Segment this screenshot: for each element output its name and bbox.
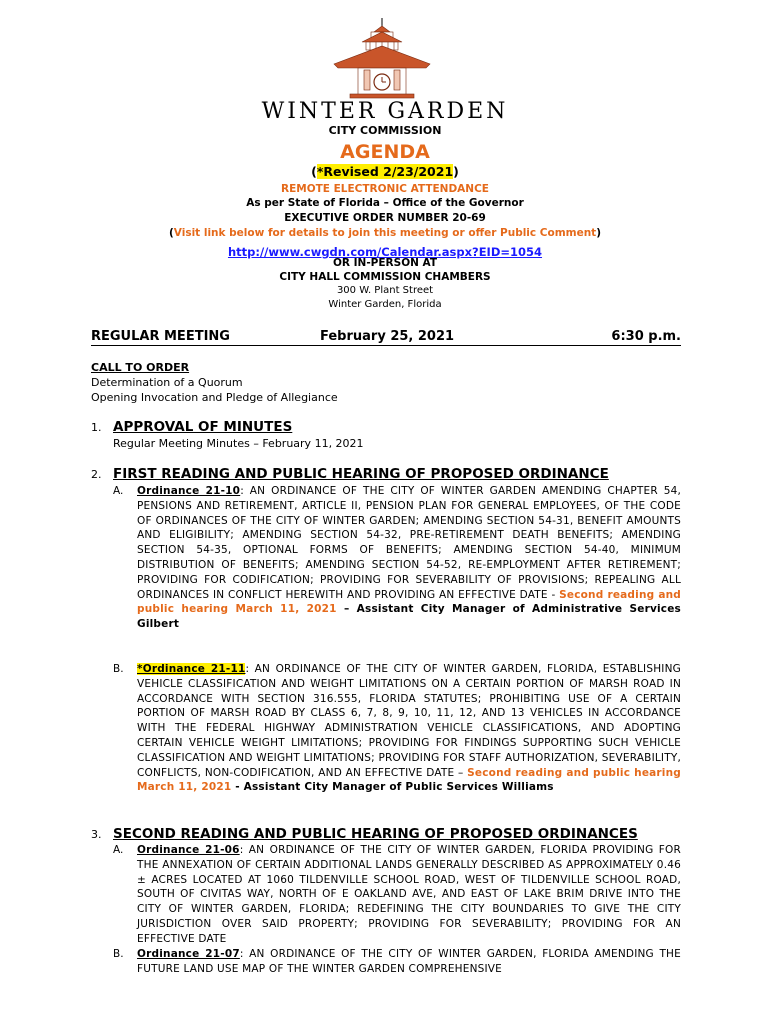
ordinance-number: Ordinance 21-06 [137, 844, 240, 856]
ordinance-number: Ordinance 21-07 [137, 948, 240, 960]
doc-title: AGENDA [340, 141, 430, 163]
per-state-line: As per State of Florida – Office of the Governor [246, 197, 524, 209]
ordinance-text: : AN ORDINANCE OF THE CITY OF WINTER GARDEN AMENDING CHAPTER 54, PENSIONS AND RETIREMENT, ARTICLE II, PENSION PLAN FOR GENERAL EMPLOYEES, OF THE CODE OF ORDINANCES OF THE CITY OF WINTER GARDEN; AMENDING SECTION 54-31, BENEFIT AMOUNTS AND ELIGIBILITY; AMENDING SECTION 54-32, PRE-RETIREMENT DEATH BENEFITS; AMENDING SECTION 54-35, OPTIONAL FORMS OF BENEFITS; AMENDING SECTION 54-40, MINIMUM DISTRIBUTION OF BENEFITS; AMENDING SECTION 54-52, RE-EMPLOYMENT AFTER RETIREMENT; PROVIDING FOR CODIFICATION; PROVIDING FOR SEVERABILITY OF PROVISIONS; REPEALING ALL ORDINANCES IN CONFLICT HEREWITH AND PROVIDING AN EFFECTIVE DATE - [137, 485, 681, 601]
section-number: 2. [91, 468, 102, 481]
visit-link-line: (Visit link below for details to join this meeting or offer Public Comment) [168, 227, 602, 239]
meeting-date: February 25, 2021 [320, 329, 455, 344]
remote-attendance: REMOTE ELECTRONIC ATTENDANCE [281, 183, 489, 195]
exec-order-line: EXECUTIVE ORDER NUMBER 20-69 [284, 212, 486, 224]
item-letter: A. [113, 485, 124, 497]
item-letter: A. [113, 844, 124, 856]
ordinance-number: *Ordinance 21-11 [137, 663, 246, 675]
chambers-line: CITY HALL COMMISSION CHAMBERS [279, 271, 491, 283]
in-person-line: OR IN-PERSON AT [332, 257, 438, 269]
call-to-order [91, 360, 338, 405]
section-title: APPROVAL OF MINUTES [113, 419, 293, 435]
winter-garden-logo [261, 18, 509, 124]
presenter: - Assistant City Manager of Public Services Williams [231, 781, 554, 794]
section-number: 3. [91, 828, 102, 841]
street-line: 300 W. Plant Street [336, 285, 434, 296]
section-title: FIRST READING AND PUBLIC HEARING OF PROPOSED ORDINANCE [113, 466, 609, 482]
meeting-time: 6:30 p.m. [611, 329, 681, 344]
second-reading-note: Second reading and public hearing March 11, 2021 [137, 588, 682, 616]
ordinance-number: Ordinance 21-10 [137, 485, 241, 497]
city-line: Winter Garden, Florida [328, 299, 442, 310]
item-letter: B. [113, 663, 124, 675]
agenda-item-3a [113, 843, 681, 947]
call-line: Opening Invocation and Pledge of Allegiance [91, 391, 338, 404]
item-letter: B. [113, 948, 124, 960]
calendar-link[interactable]: http://www.cwgdn.com/Calendar.aspx?EID=1054 [227, 245, 543, 259]
revised-date: *Revised 2/23/2021 [316, 164, 454, 179]
agenda-item-3b [113, 947, 681, 977]
meeting-row [91, 329, 681, 346]
ordinance-text: : AN ORDINANCE OF THE CITY OF WINTER GARDEN, FLORIDA AMENDING THE FUTURE LAND USE MAP OF THE WINTER GARDEN COMPREHENSIVE [137, 948, 681, 975]
ordinance-text: : AN ORDINANCE OF THE CITY OF WINTER GARDEN, FLORIDA, ESTABLISHING VEHICLE CLASSIFICATION AND WEIGHT LIMITATIONS ON A CERTAIN PORTION OF MARSH ROAD IN ACCORDANCE WITH SECTION 316.555, FLORIDA STATUTES; PROHIBITING USE OF A CERTAIN PORTION OF MARSH ROAD BY CLASS 6, 7, 8, 9, 10, 11, 12, AND 13 VEHICLES IN ACCORDANCE WITH THE FEDERAL HIGHWAY ADMINISTRATION VEHICLE CLASSIFICATIONS, AND ADOPTING CERTAIN VEHICLE WEIGHT LIMITATIONS; PROVIDING FOR FINDINGS SUPPORTING SUCH VEHICLE CLASSIFICATION AND WEIGHT LIMITATIONS; PROVIDING FOR STAFF AUTHORIZATION, SEVERABILITY, CONFLICTS, NON-CODIFICATION, AND AN EFFECTIVE DATE – [137, 663, 681, 779]
agenda-item-2a [113, 484, 681, 632]
visit-link-text: Visit link below for details to join this meeting or offer Public Comment [173, 227, 597, 239]
revised-line: (*Revised 2/23/2021) [311, 164, 459, 179]
meeting-type: REGULAR MEETING [91, 329, 230, 344]
presenter: – Assistant City Manager of Administrative Services Gilbert [137, 603, 681, 631]
ordinance-text: : AN ORDINANCE OF THE CITY OF WINTER GARDEN, FLORIDA PROVIDING FOR THE ANNEXATION OF CERTAIN ADDITIONAL LANDS GENERALLY DESCRIBED AS APPROXIMATELY 0.46 ± ACRES LOCATED AT 1060 TILDENVILLE SCHOOL ROAD, WEST OF TILDENVILLE SCHOOL ROAD, SOUTH OF CIVITAS WAY, NORTH OF E OAKLAND AVE, AND EAST OF LAKE BRIM DRIVE INTO THE CITY OF WINTER GARDEN, FLORIDA; REDEFINING THE CITY BOUNDARIES TO GIVE THE CITY JURISDICTION OVER SAID PROPERTY; PROVIDING FOR SEVERABILITY; PROVIDING FOR AN EFFECTIVE DATE [137, 844, 681, 945]
logo-wordmark: WINTER GARDEN [261, 99, 509, 124]
org-title: CITY COMMISSION [328, 124, 442, 137]
section-title: SECOND READING AND PUBLIC HEARING OF PROPOSED ORDINANCES [113, 826, 638, 842]
call-to-order-title: CALL TO ORDER [91, 361, 190, 374]
agenda-item-2b [113, 662, 681, 795]
call-line: Determination of a Quorum [91, 376, 243, 389]
section-number: 1. [91, 421, 102, 434]
minutes-item: Regular Meeting Minutes – February 11, 2021 [113, 437, 364, 450]
second-reading-note: Second reading and public hearing March 11, 2021 [137, 766, 681, 794]
